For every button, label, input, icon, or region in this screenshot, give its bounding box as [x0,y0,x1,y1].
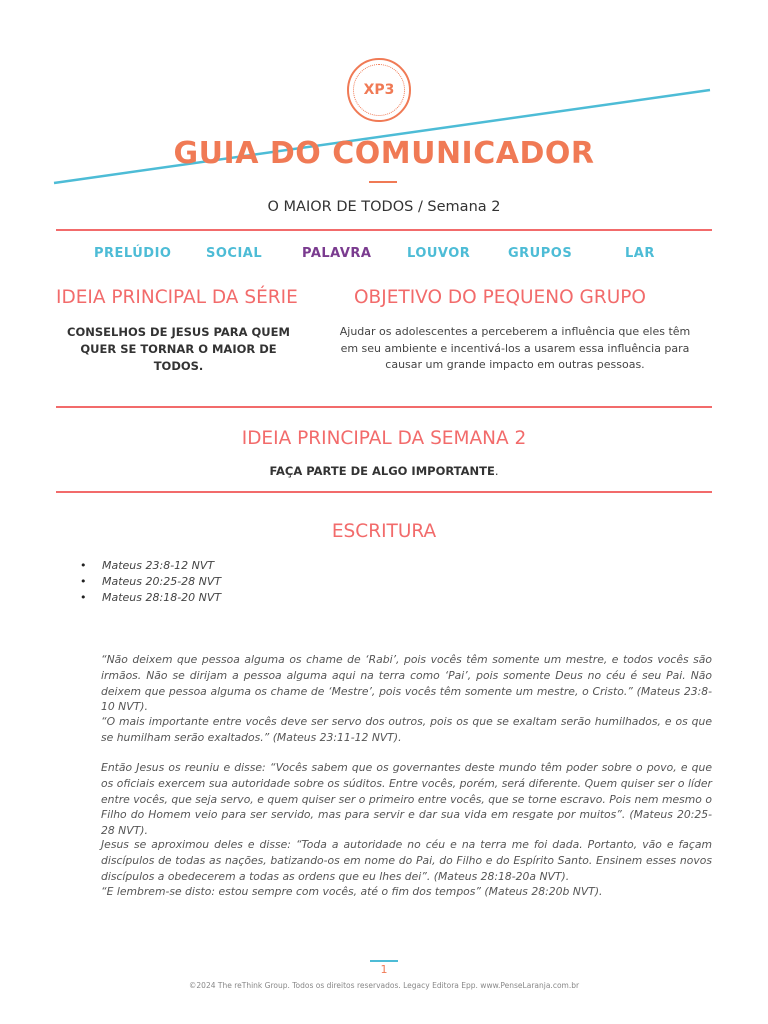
xp3-logo [347,58,411,122]
page-title: GUIA DO COMUNICADOR [173,136,595,171]
title-underline [369,181,397,183]
series-main-idea-line-2: QUER SE TORNAR O MAIOR DE TODOS. [80,342,277,373]
nav-palavra[interactable]: PALAVRA [302,246,372,261]
xp3-logo-text: XP3 [353,64,405,116]
scripture-reference: • Mateus 28:18-20 NVT [78,590,221,606]
nav-grupos[interactable]: GRUPOS [508,246,573,261]
page-subtitle: O MAIOR DE TODOS / Semana 2 [267,199,501,215]
series-main-idea-line-1: CONSELHOS DE JESUS PARA QUEM [67,325,290,339]
series-heading: IDEIA PRINCIPAL DA SÉRIE [56,287,298,308]
page-number: 1 [380,963,388,976]
scripture-paragraph-4 [101,837,712,900]
divider-lower [56,491,712,493]
scripture-references [78,558,221,606]
objective-text-line-2: em seu ambiente e incentivá-los a usarem essa influência para [340,341,690,355]
objective-text [326,324,704,374]
scripture-paragraph-4a: Jesus se aproximou deles e disse: “Toda a autoridade no céu e na terra me foi dada. Portanto, vão e façam discípulos de todas as nações, batizando-os em nome do Pai, do Filho e do Espírito Santo. Ensinem esses novos discípulos a obedecerem a todas as ordens que eu lhes dei”. (Mateus 28:18-20a NVT). [101,838,712,883]
week-heading: IDEIA PRINCIPAL DA SEMANA 2 [241,428,527,449]
series-main-idea [56,324,301,375]
page-number-line [370,960,398,962]
scripture-heading: ESCRITURA [331,521,437,542]
nav-preludio[interactable]: PRELÚDIO [94,246,172,261]
scripture-paragraph-3: Então Jesus os reuniu e disse: “Vocês sabem que os governantes deste mundo têm poder sobre o povo, e que os oficiais exercem sua autoridade sobre os súditos. Entre vocês, porém, será diferente. Quem quiser ser o líder entre vocês, que seja servo, e quem quiser ser o primeiro entre vocês, que se torne escravo. Pois nem mesmo o Filho do Homem veio para ser servido, mas para servir e dar sua vida em resgate por muitos”. (Mateus 20:25-28 NVT). [101,761,712,838]
nav-lar[interactable]: LAR [625,246,655,261]
week-main-idea-text: FAÇA PARTE DE ALGO IMPORTANTE [269,464,495,478]
scripture-reference: • Mateus 20:25-28 NVT [78,574,221,590]
scripture-paragraph-4b: “E lembrem-se disto: estou sempre com vocês, até o fim dos tempos” (Mateus 28:20b NVT). [101,885,603,899]
scripture-paragraph-2: “O mais importante entre vocês deve ser servo dos outros, pois os que se exaltam serão humilhados, e os que se humilham serão exaltados.” (Mateus 23:11-12 NVT). [101,715,712,744]
objective-text-line-3: causar um grande impacto em outras pessoas. [385,358,645,371]
objective-text-line-1: Ajudar os adolescentes a perceberem a influência que eles têm [339,325,691,338]
footer-copyright: ©2024 The reThink Group. Todos os direitos reservados. Legacy Editora Epp. www.PenseLaranja.com.br [188,981,580,990]
divider-middle [56,406,712,408]
week-main-idea [0,464,768,478]
objective-heading: OBJETIVO DO PEQUENO GRUPO [354,287,646,308]
scripture-paragraph-1: “Não deixem que pessoa alguma os chame de ‘Rabi’, pois vocês têm somente um mestre, e todos vocês são irmãos. Não se dirijam a pessoa alguma aqui na terra como ‘Pai’, pois somente Deus no céu é seu Pai. Não deixem que pessoa alguma os chame de ‘Mestre’, pois vocês têm somente um mestre, o Cristo.” (Mateus 23:8-10 NVT). [101,653,712,714]
nav-social[interactable]: SOCIAL [206,246,263,261]
nav-louvor[interactable]: LOUVOR [407,246,471,261]
week-main-idea-period: . [494,464,499,478]
divider-top [56,229,712,231]
scripture-reference: • Mateus 23:8-12 NVT [78,558,221,574]
